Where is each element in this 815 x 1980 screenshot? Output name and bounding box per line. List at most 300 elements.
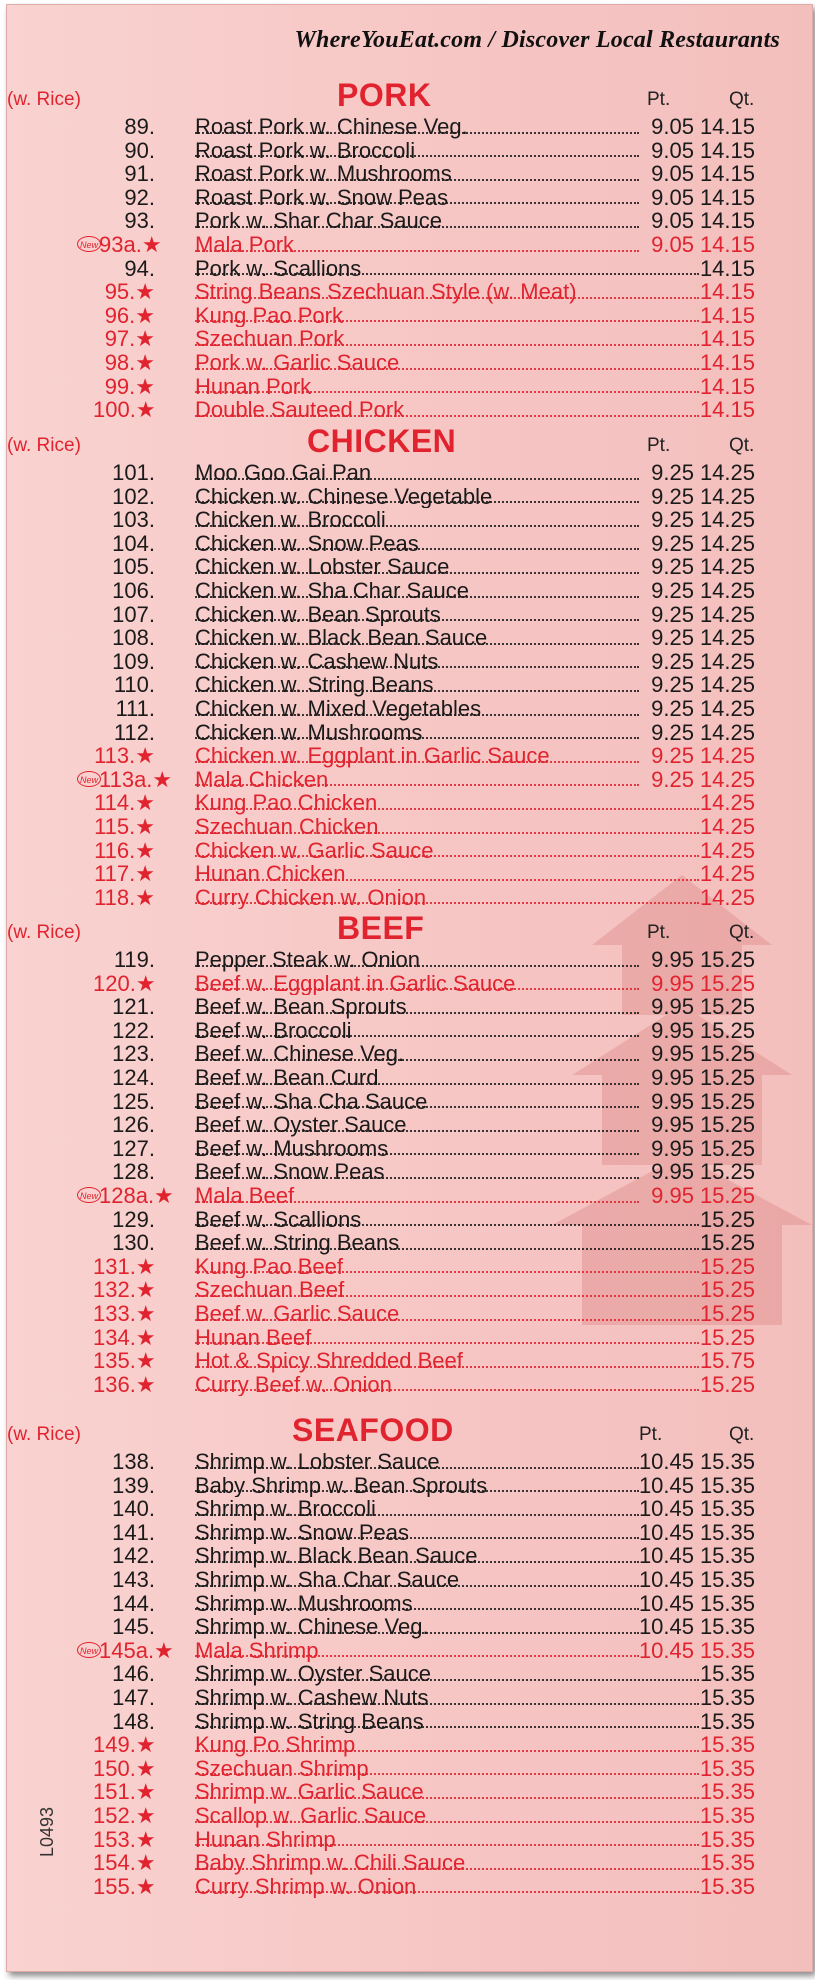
quart-price: 14.25 [699,554,755,580]
quart-price: 14.25 [699,601,755,627]
menu-item-row[interactable] [7,115,812,139]
item-name [195,555,639,579]
item-name-text: Shrimp w. Cashew Nuts [195,1685,429,1710]
item-number: 148. [112,1708,155,1734]
item-number: 100.★ [93,397,156,423]
pint-price: 9.95 [651,994,694,1020]
menu-item-row[interactable] [7,1568,812,1592]
item-name [195,1828,699,1852]
quart-price: 15.35 [699,1708,755,1734]
pint-column-label: Pt. [647,922,671,943]
item-name [195,1255,699,1279]
quart-price: 15.35 [699,1472,755,1498]
item-number: 123. [112,1041,155,1067]
item-number: 150.★ [93,1755,156,1781]
menu-item-row[interactable] [7,327,812,351]
menu-item-row[interactable] [7,815,812,839]
item-name-text: Beef w. Snow Peas [195,1160,385,1184]
menu-item-row[interactable] [7,1686,812,1710]
item-name [195,1042,639,1066]
item-name [195,1639,639,1663]
item-name-text: Beef w. String Beans [195,1231,400,1255]
pint-price: 9.95 [651,1017,694,1043]
item-number: 113.★ [94,743,155,769]
item-number: 155.★ [93,1873,156,1899]
item-name-text: Beef w. Mushrooms [195,1136,389,1161]
item-name-text: Beef w. Chinese Veg. [195,1042,405,1066]
item-name [195,886,699,910]
quart-price: 15.35 [699,1543,755,1569]
menu-item-row[interactable] [7,1042,812,1066]
menu-item-row[interactable] [7,862,812,886]
item-name-text: Beef w. Bean Sprouts [195,995,407,1019]
item-name-text: Chicken w. Garlic Sauce [195,838,434,863]
item-number: 103. [112,507,155,533]
quart-price: 15.25 [699,1371,755,1397]
menu-item-row[interactable] [7,1349,812,1373]
item-name [195,1474,639,1498]
item-number: 128a.★ [99,1182,174,1208]
item-number: 151.★ [93,1779,156,1805]
item-name-text: Kung Pao Beef [195,1254,344,1279]
pint-price: 9.25 [651,648,694,674]
item-name-text: Hunan Pork [195,374,312,399]
item-number: 95.★ [104,279,155,305]
quart-price: 14.15 [699,231,755,257]
quart-price: 15.25 [699,1206,755,1232]
item-name [195,1208,699,1232]
menu-item-row[interactable] [7,1019,812,1043]
item-name [195,1113,639,1137]
pint-price: 9.95 [651,1159,694,1185]
item-name-text: Szechuan Beef [195,1278,345,1302]
item-name [195,768,639,792]
menu-item-row[interactable] [7,139,812,163]
quart-price: 14.15 [699,255,755,281]
item-name [195,1278,699,1302]
item-number: 99.★ [104,373,155,399]
menu-item-row[interactable] [7,1450,812,1474]
pint-price: 10.45 [638,1519,694,1545]
item-name-text: Szechuan Chicken [195,814,379,839]
quart-price: 15.35 [699,1614,755,1640]
item-name-text: Hunan Beef [195,1325,312,1350]
menu-item-row[interactable] [7,1066,812,1090]
quart-price: 14.25 [699,483,755,509]
pint-price: 9.95 [651,1182,694,1208]
quart-price: 15.25 [699,994,755,1020]
item-number: 149.★ [93,1732,156,1758]
item-number: 139. [112,1472,155,1498]
quart-price: 14.15 [699,137,755,163]
menu-item-row[interactable] [7,461,812,485]
item-name [195,1544,639,1568]
section-title: CHICKEN [307,423,457,459]
menu-item-row[interactable] [7,186,812,210]
item-name [195,532,639,556]
item-number: 129. [112,1206,155,1232]
menu-item-row[interactable] [7,839,812,863]
quart-price: 15.25 [699,1277,755,1303]
item-name-text: Roast Pork w. Mushrooms [195,162,452,186]
quart-price: 15.35 [699,1684,755,1710]
item-number: 152.★ [93,1802,156,1828]
item-number: 146. [112,1661,155,1687]
quart-price: 14.25 [699,672,755,698]
section-header [7,1412,812,1450]
quart-price: 14.25 [699,861,755,887]
item-number: 127. [112,1135,155,1161]
quart-price: 14.15 [699,397,755,423]
item-name-text: Curry Chicken w. Onion [195,885,427,910]
section-beef [7,910,812,1396]
quart-price: 15.25 [699,1135,755,1161]
menu-item-row[interactable] [7,280,812,304]
item-name-text: Kung Po Shrimp [195,1733,356,1757]
item-name-text: Chicken w. Black Bean Sauce [195,626,488,650]
pint-price: 9.25 [651,460,694,485]
item-number: 125. [112,1088,155,1114]
item-name [195,162,639,186]
new-badge: New [77,1642,101,1658]
menu-item-row[interactable] [7,1302,812,1326]
quart-price: 14.15 [699,114,755,139]
item-number: 119. [113,947,155,972]
quart-price: 15.75 [699,1348,755,1374]
menu-item-row[interactable] [7,233,812,257]
item-name-text: Szechuan Pork [195,327,345,351]
section-pork [7,77,812,422]
item-name [195,1592,639,1616]
quart-price: 15.35 [699,1496,755,1522]
quart-column-label: Qt. [729,89,755,110]
item-name-text: Double Sauteed Pork [195,398,405,422]
menu-item-row[interactable] [7,1497,812,1521]
item-name [195,1710,699,1734]
menu-item-row[interactable] [7,257,812,281]
menu-item-row[interactable] [7,886,812,910]
item-number: 140. [112,1496,155,1522]
item-number: 104. [112,530,155,556]
quart-price: 14.25 [699,695,755,721]
item-name-text: Shrimp w. Black Bean Sauce [195,1544,478,1568]
quart-price: 15.25 [699,1088,755,1114]
section-subtitle: (w. Rice) [7,1424,81,1445]
quart-price: 15.25 [699,1300,755,1326]
menu-item-row[interactable] [7,768,812,792]
pint-price: 9.25 [651,719,694,745]
item-name-text: Pork w. Shar Char Sauce [195,209,443,233]
item-number: 138. [112,1449,155,1474]
menu-item-row[interactable] [7,375,812,399]
item-number: 120.★ [93,970,156,996]
menu-item-row[interactable] [7,398,812,422]
quart-price: 14.25 [699,530,755,556]
item-name-text: Baby Shrimp w. Bean Sprouts [195,1473,488,1498]
pint-price: 9.25 [651,625,694,651]
menu-item-row[interactable] [7,995,812,1019]
menu-item-row[interactable] [7,1615,812,1639]
item-name-text: Beef w. Bean Curd [195,1065,379,1090]
item-number: 92. [124,184,155,210]
quart-price: 14.25 [699,625,755,651]
item-number: 90. [124,137,155,163]
item-name-text: Pepper Steak w. Onion [195,948,421,972]
item-name-text: Beef w. Sha Cha Sauce [195,1089,428,1114]
menu-item-row[interactable] [7,1255,812,1279]
item-name-text: Shrimp w. Snow Peas [195,1520,409,1545]
item-name [195,327,699,351]
menu-item-row[interactable] [7,485,812,509]
menu-item-row[interactable] [7,1184,812,1208]
menu-item-row[interactable] [7,1474,812,1498]
menu-item-row[interactable] [7,626,812,650]
item-name-text: Shrimp w. Chinese Veg. [195,1615,429,1639]
quart-price: 14.15 [699,208,755,234]
section-header [7,77,812,115]
pint-price: 9.25 [651,530,694,556]
menu-item-row[interactable] [7,791,812,815]
item-name-text: Chicken w. Bean Sprouts [195,602,441,627]
menu-item-row[interactable] [7,1160,812,1184]
menu-item-row[interactable] [7,1875,812,1899]
pint-price: 9.25 [651,554,694,580]
quart-price: 14.25 [699,790,755,816]
item-name-text: Beef w. Garlic Sauce [195,1301,400,1326]
item-name [195,508,639,532]
item-name-text: Mala Pork [195,232,295,257]
item-name [195,697,639,721]
menu-item-row[interactable] [7,532,812,556]
menu-item-row[interactable] [7,1544,812,1568]
pint-price: 10.45 [638,1496,694,1522]
item-name-text: Mala Beef [195,1183,295,1208]
item-name [195,1804,699,1828]
quart-price: 15.35 [699,1826,755,1852]
item-name-text: Shrimp w. Sha Char Sauce [195,1567,460,1592]
item-name-text: String Beans Szechuan Style (w. Meat) [195,280,577,304]
quart-price: 14.25 [699,766,755,792]
item-name [195,815,699,839]
quart-price: 14.15 [699,373,755,399]
menu-item-row[interactable] [7,555,812,579]
item-name [195,1231,699,1255]
pint-price: 9.25 [651,577,694,603]
item-name [195,1780,699,1804]
item-number: 147. [112,1684,155,1710]
item-number: 111. [115,695,155,721]
item-name-text: Kung Pao Chicken [195,791,378,815]
item-name [195,257,699,281]
item-number: 121. [112,994,155,1020]
item-name [195,650,639,674]
menu-item-row[interactable] [7,1521,812,1545]
quart-price: 15.25 [699,1182,755,1208]
quart-price: 14.25 [699,648,755,674]
menu-item-row[interactable] [7,1639,812,1663]
quart-price: 15.35 [699,1661,755,1687]
quart-price: 14.25 [699,813,755,839]
item-name [195,673,639,697]
item-name [195,115,639,139]
menu-item-row[interactable] [7,673,812,697]
menu-item-row[interactable] [7,1733,812,1757]
menu-item-row[interactable] [7,1851,812,1875]
menu-item-row[interactable] [7,948,812,972]
quart-price: 15.35 [699,1873,755,1899]
item-name [195,791,699,815]
item-number: 126. [112,1112,155,1138]
item-name-text: Scallop w. Garlic Sauce [195,1803,427,1828]
menu-item-row[interactable] [7,1662,812,1686]
menu-item-row[interactable] [7,721,812,745]
pint-price: 9.95 [651,970,694,996]
item-name [195,862,699,886]
item-name-text: Baby Shrimp w. Chili Sauce [195,1851,466,1875]
item-number: 141. [112,1519,155,1545]
item-name [195,1851,699,1875]
menu-item-row[interactable] [7,1090,812,1114]
item-number: 109. [112,648,155,674]
item-number: 101. [112,460,155,485]
item-number: 142. [112,1543,155,1569]
item-name [195,1733,699,1757]
item-number: 143. [112,1566,155,1592]
menu-item-row[interactable] [7,1326,812,1350]
pint-price: 10.45 [638,1543,694,1569]
menu-item-row[interactable] [7,1278,812,1302]
quart-price: 14.25 [699,884,755,910]
menu-item-row[interactable] [7,162,812,186]
item-name [195,1686,699,1710]
item-number: 108. [112,625,155,651]
pint-column-label: Pt. [647,435,671,456]
menu-item-row[interactable] [7,972,812,996]
new-badge: New [77,1187,101,1203]
catalog-code: L0493 [37,1806,57,1857]
pint-price: 9.95 [651,1112,694,1138]
item-number: 145. [112,1614,155,1640]
menu-item-row[interactable] [7,1231,812,1255]
item-name [195,744,639,768]
menu-item-row[interactable] [7,508,812,532]
quart-price: 14.25 [699,460,755,485]
menu-item-row[interactable] [7,603,812,627]
item-name [195,839,699,863]
menu-item-row[interactable] [7,1113,812,1137]
quart-price: 15.25 [699,1324,755,1350]
menu-item-row[interactable] [7,1780,812,1804]
item-name [195,1090,639,1114]
pint-price: 9.95 [651,947,694,972]
menu-item-row[interactable] [7,1137,812,1161]
menu-page [6,4,813,1972]
item-name [195,1875,699,1899]
item-name [195,995,639,1019]
quart-price: 15.35 [699,1566,755,1592]
item-name-text: Chicken w. Snow Peas [195,531,419,556]
menu-item-row[interactable] [7,351,812,375]
menu-item-row[interactable] [7,650,812,674]
pint-price: 9.95 [651,1064,694,1090]
item-number: 133.★ [93,1300,156,1326]
item-name [195,233,639,257]
menu-item-row[interactable] [7,1710,812,1734]
item-name [195,1184,639,1208]
watermark-text: WhereYouEat.com / Discover Local Restaurants [294,27,780,53]
item-name-text: Roast Pork w. Chinese Veg. [195,115,468,139]
menu-item-row[interactable] [7,209,812,233]
item-name [195,209,639,233]
quart-price: 15.25 [699,1253,755,1279]
menu-item-row[interactable] [7,1828,812,1852]
menu-item-row[interactable] [7,744,812,768]
item-name-text: Shrimp w. Garlic Sauce [195,1780,424,1804]
quart-column-label: Qt. [729,1424,755,1445]
item-name-text: Chicken w. Cashew Nuts [195,649,439,674]
pint-column-label: Pt. [647,89,671,110]
menu-item-row[interactable] [7,579,812,603]
item-number: 116.★ [94,837,155,863]
section-title: BEEF [337,910,425,946]
menu-item-row[interactable] [7,1592,812,1616]
quart-price: 14.25 [699,837,755,863]
pint-price: 9.25 [651,507,694,533]
menu-item-row[interactable] [7,304,812,328]
item-number: 132.★ [93,1277,156,1303]
pint-price: 9.95 [651,1041,694,1067]
menu-item-row[interactable] [7,1208,812,1232]
menu-item-row[interactable] [7,1757,812,1781]
quart-price: 15.25 [699,1017,755,1043]
pint-price: 10.45 [638,1614,694,1640]
quart-column-label: Qt. [729,435,755,456]
item-name-text: Mala Chicken [195,767,329,792]
item-name-text: Beef w. Broccoli [195,1018,352,1043]
quart-price: 15.25 [699,1230,755,1256]
item-name-text: Chicken w. Mushrooms [195,720,423,745]
item-name [195,1302,699,1326]
item-number: 102. [112,483,155,509]
item-name [195,1160,639,1184]
item-name-text: Szechuan Shrimp [195,1756,369,1781]
item-name [195,1373,699,1397]
pint-price: 9.05 [651,231,694,257]
quart-price: 14.15 [699,279,755,305]
item-number: 115.★ [94,813,155,839]
quart-price: 15.35 [699,1519,755,1545]
section-header [7,423,812,461]
item-name [195,398,699,422]
item-name [195,1326,699,1350]
section-title: SEAFOOD [292,1412,454,1448]
menu-item-row[interactable] [7,1373,812,1397]
item-name-text: Hot & Spicy Shredded Beef [195,1349,463,1373]
quart-price: 14.25 [699,577,755,603]
item-name-text: Shrimp w. Mushrooms [195,1591,413,1616]
item-name-text: Chicken w. Eggplant in Garlic Sauce [195,744,550,768]
menu-item-row[interactable] [7,697,812,721]
quart-price: 15.25 [699,970,755,996]
menu-item-row[interactable] [7,1804,812,1828]
pint-price: 9.05 [651,208,694,234]
item-name [195,1497,639,1521]
item-number: 135.★ [93,1348,156,1374]
item-name [195,1349,699,1373]
pint-price: 9.25 [651,601,694,627]
quart-price: 15.35 [699,1449,755,1474]
item-number: 144. [112,1590,155,1616]
